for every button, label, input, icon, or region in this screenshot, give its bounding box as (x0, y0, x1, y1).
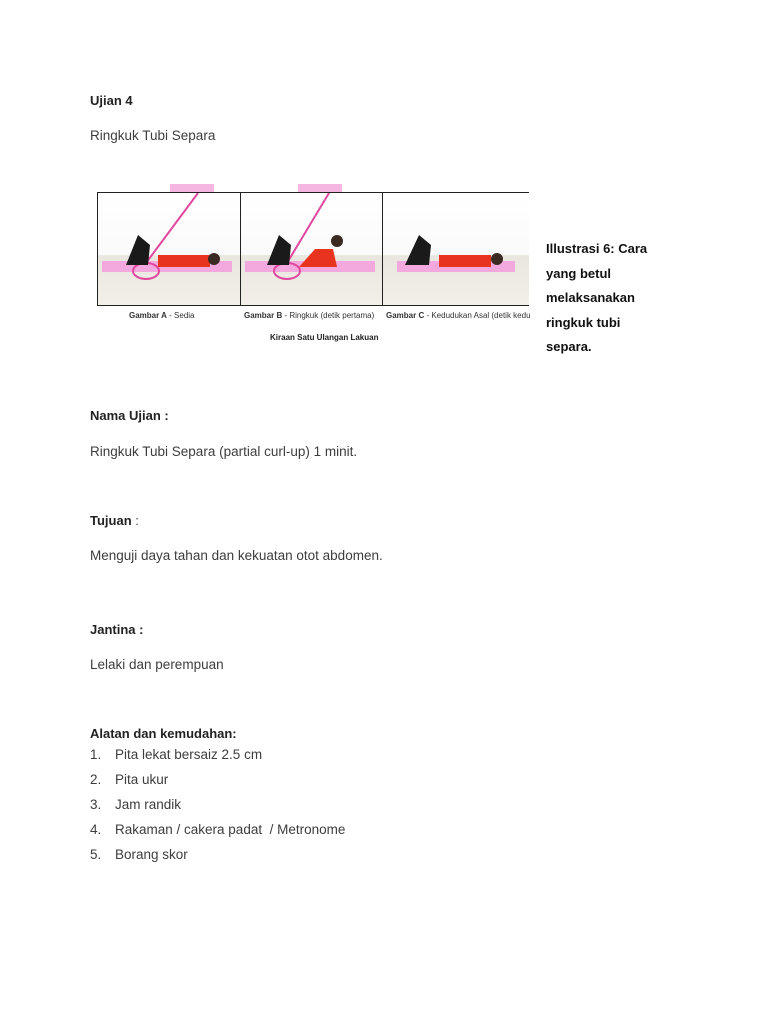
tujuan-value: Menguji daya tahan dan kekuatan otot abdomen. (90, 548, 383, 563)
tujuan-suffix: : (131, 513, 139, 528)
illustration-caption: Illustrasi 6: Cara yang betul melaksanakan ringkuk tubi separa. (546, 241, 648, 354)
figure-subcaption: Kiraan Satu Ulangan Lakuan (270, 333, 379, 342)
photo-panel-a (98, 193, 240, 305)
jantina-value: Lelaki dan perempuan (90, 657, 224, 672)
jantina-label: Jantina : (90, 622, 144, 637)
photo-panel-c (382, 193, 529, 305)
alatan-label: Alatan dan kemudahan: (90, 726, 237, 741)
section-title: Ujian 4 (90, 93, 133, 108)
nama-ujian-label: Nama Ujian : (90, 408, 169, 423)
alatan-list (90, 747, 345, 872)
nama-ujian-value: Ringkuk Tubi Separa (partial curl-up) 1 minit. (90, 444, 358, 459)
list-item: 5. Borang skor (90, 847, 188, 862)
list-item: 1. Pita lekat bersaiz 2.5 cm (90, 747, 263, 762)
caption-a: Gambar A - Sedia (129, 311, 195, 320)
tujuan-label: Tujuan (90, 513, 132, 528)
curl-up-figure (97, 192, 529, 306)
caption-b: Gambar B - Ringkuk (detik pertama) (244, 311, 375, 320)
section-subtitle: Ringkuk Tubi Separa (90, 128, 216, 143)
list-item: 3. Jam randik (90, 797, 182, 812)
caption-c: Gambar C - Kedudukan Asal (detik kedu (386, 311, 531, 320)
photo-panel-b (240, 193, 383, 305)
tujuan-heading (90, 513, 139, 528)
list-item: 2. Pita ukur (90, 772, 169, 787)
list-item: 4. Rakaman / cakera padat / Metronome (90, 822, 346, 837)
